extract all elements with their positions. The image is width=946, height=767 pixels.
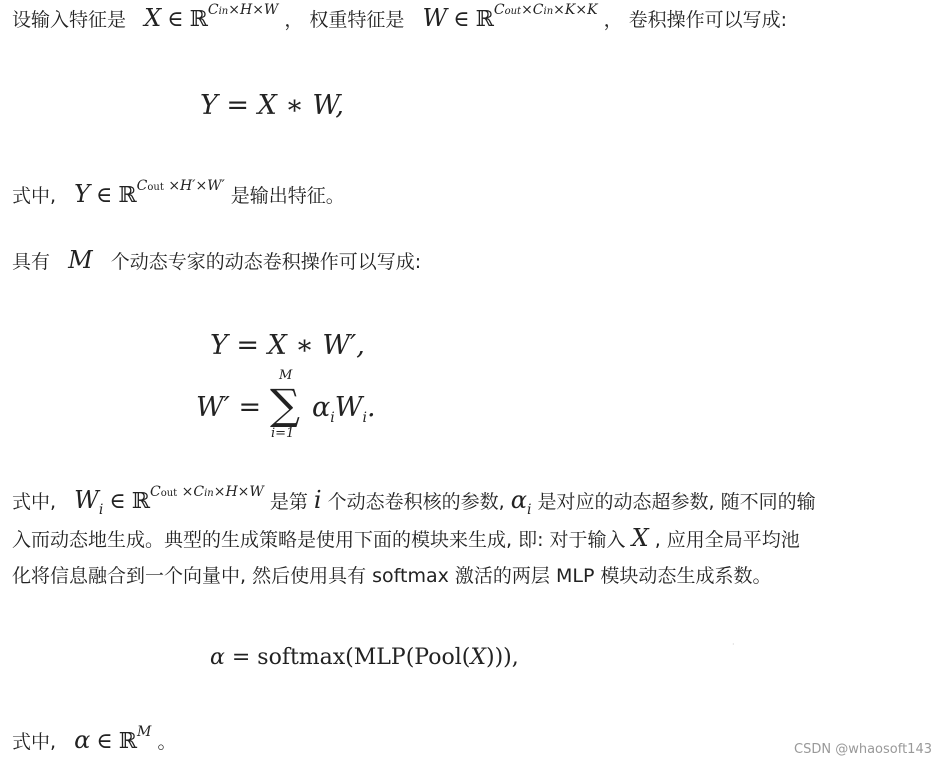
text: 式中, <box>12 185 57 207</box>
text: 式中, <box>12 731 57 753</box>
text: 具有 <box>12 251 51 273</box>
math-symbol-w: W <box>422 4 448 32</box>
text: ， 权重特征是 <box>284 9 405 31</box>
math-symbol-m: M <box>68 246 93 274</box>
math-symbol-y: Y <box>74 180 90 208</box>
math-element-of: ∈ <box>453 7 470 32</box>
equation-alpha-softmax: α = softmax(MLP(Pool(X))), <box>210 645 519 670</box>
math-element-of: ∈ <box>96 729 113 754</box>
equation-convolution: Y = X ∗ W, <box>200 90 344 121</box>
superscript: M <box>137 724 152 740</box>
math-real-set: ℝ <box>118 729 138 754</box>
text: 个动态卷积核的参数, <box>327 491 505 513</box>
text: 式中, <box>12 491 57 513</box>
text: 化将信息融合到一个向量中, 然后使用具有 <box>12 565 367 587</box>
paragraph-output-feature <box>12 178 940 212</box>
math-real-set: ℝ <box>475 7 494 32</box>
watermark-footer: CSDN @whaosoft143 <box>794 742 932 757</box>
math-symbol-x: X <box>631 524 649 552</box>
math-symbol-x: X <box>144 4 162 32</box>
stray-dot: · <box>732 640 735 649</box>
math-element-of: ∈ <box>167 7 184 32</box>
superscript: Cout ×H′×W′ <box>136 178 225 194</box>
text: 激活的两层 MLP 模块动态生成系数。 <box>454 565 772 587</box>
code-softmax: softmax <box>372 565 449 587</box>
equation-dynamic-conv-line1: Y = X ∗ W′, <box>210 330 365 361</box>
math-real-set: ℝ <box>131 489 150 514</box>
equation-lhs: W′ = <box>196 392 262 423</box>
paragraph-kernel-params-line2 <box>12 526 940 552</box>
math-element-of: ∈ <box>96 183 113 208</box>
paragraph-dynamic-experts <box>12 248 940 274</box>
math-symbol-i: i <box>313 486 322 514</box>
paragraph-input-weight-features <box>12 2 940 36</box>
summation-symbol: ∑ <box>270 380 300 429</box>
math-real-set: ℝ <box>189 7 208 32</box>
text: , 应用全局平均池 <box>654 529 800 551</box>
superscript: Cout×Cin×K×K <box>493 2 598 18</box>
paragraph-kernel-params-line3 <box>12 564 940 588</box>
text: 是对应的动态超参数, 随不同的输 <box>537 491 816 513</box>
text: 个动态专家的动态卷积操作可以写成: <box>110 251 422 273</box>
equation-dynamic-conv-line2 <box>196 368 396 452</box>
text: 是输出特征。 <box>230 185 345 207</box>
math-element-of: ∈ <box>109 489 126 514</box>
text: 是第 <box>269 491 308 513</box>
sum-upper-limit: M <box>279 368 293 383</box>
equation-rhs: αiWi. <box>312 392 376 426</box>
sum-lower-limit: i=1 <box>271 426 295 441</box>
superscript: Cout ×Cin×H×W <box>149 484 264 500</box>
math-real-set: ℝ <box>118 183 137 208</box>
paragraph-kernel-params-line1: 式中, $W_i$ ∈ ℝ$^{Cout \times Cin\times H\times W}$ 是第 i 个动态卷积核的参数, $\alpha_i$ 是对应的动态超参数, 随不同的输 <box>12 484 816 518</box>
superscript: Cin×H×W <box>207 2 279 18</box>
text: 。 <box>157 731 177 753</box>
math-symbol-w: W <box>74 486 99 514</box>
math-symbol-alpha: α <box>510 486 527 514</box>
text: ， 卷积操作可以写成: <box>603 9 788 31</box>
text: 设输入特征是 <box>12 9 127 31</box>
math-symbol-alpha: α <box>74 726 91 754</box>
text: 入而动态地生成。典型的生成策略是使用下面的模块来生成, 即: 对于输入 <box>12 529 626 551</box>
